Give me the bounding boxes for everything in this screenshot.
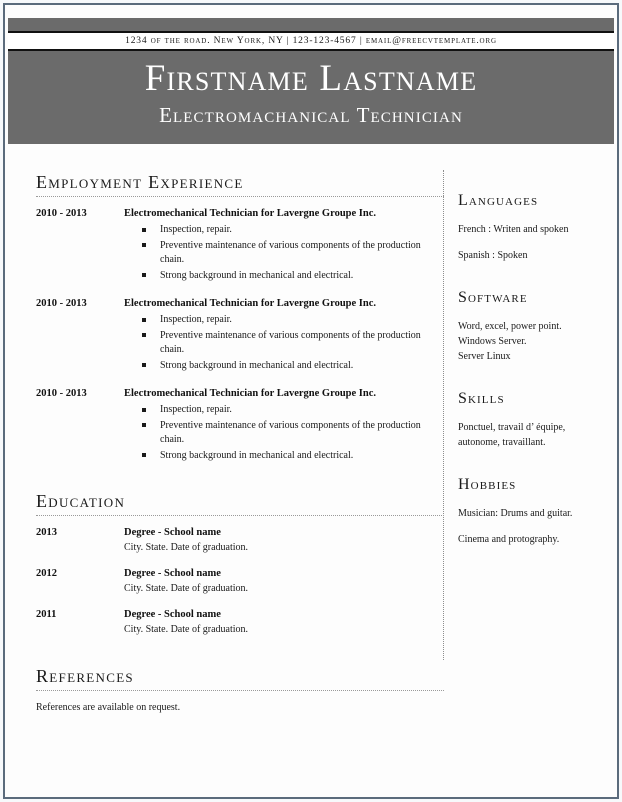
experience-role: Electromechanical Technician for Lavergne Groupe Inc. <box>124 388 376 399</box>
education-detail <box>124 567 444 595</box>
section-employment-experience <box>36 172 444 463</box>
experience-bullet-text: Strong background in mechanical and electrical. <box>160 449 354 461</box>
section-references <box>36 666 444 715</box>
section-education <box>36 491 444 636</box>
square-bullet-icon <box>142 363 146 367</box>
right-column <box>458 192 598 573</box>
experience-entry-header <box>36 387 444 401</box>
experience-bullet <box>142 403 444 418</box>
education-meta: City. State. Date of graduation. <box>124 624 249 635</box>
experience-role: Electromechanical Technician for Lavergne Groupe Inc. <box>124 208 376 219</box>
education-degree: Degree - School name <box>124 609 221 620</box>
hobbies-list <box>458 506 598 547</box>
sidebar-heading-hobbies: Hobbies <box>458 476 517 493</box>
experience-bullet <box>142 313 444 328</box>
references-text: References are available on request. <box>36 702 181 713</box>
heading-rule <box>36 196 444 197</box>
experience-list <box>36 207 444 463</box>
sidebar-section-software <box>458 289 598 364</box>
experience-entry-header <box>36 207 444 221</box>
heading-rule <box>36 690 444 691</box>
experience-bullet <box>142 359 444 374</box>
experience-bullets <box>36 403 444 463</box>
education-detail <box>124 526 444 554</box>
software-line: Word, excel, power point. <box>458 321 562 332</box>
experience-bullet <box>142 419 444 448</box>
education-meta: City. State. Date of graduation. <box>124 542 249 553</box>
experience-dates: 2010 - 2013 <box>36 388 87 399</box>
experience-bullets <box>36 313 444 373</box>
square-bullet-icon <box>142 318 146 322</box>
experience-dates: 2010 - 2013 <box>36 298 87 309</box>
skills-item: Ponctuel, travail d’ équipe, autonome, travaillant. <box>458 422 566 448</box>
experience-bullets <box>36 223 444 283</box>
contact-bar <box>8 31 614 51</box>
experience-bullet-text: Inspection, repair. <box>160 404 232 415</box>
education-degree: Degree - School name <box>124 568 221 579</box>
experience-bullet-text: Inspection, repair. <box>160 224 232 235</box>
square-bullet-icon <box>142 243 146 247</box>
experience-bullet <box>142 269 444 284</box>
section-heading-education: Education <box>36 491 126 511</box>
contact-line: 1234 of the road. New York, NY | 123-123-4567 | email@freecvtemplate.org <box>125 36 497 46</box>
sidebar-heading-skills: Skills <box>458 390 505 407</box>
software-line: Windows Server. <box>458 336 527 347</box>
language-item: French : Writen and spoken <box>458 224 569 235</box>
square-bullet-icon <box>142 408 146 412</box>
experience-bullet-text: Inspection, repair. <box>160 314 232 325</box>
education-degree: Degree - School name <box>124 527 221 538</box>
section-heading-references: References <box>36 666 134 686</box>
education-entry <box>36 526 444 554</box>
sidebar-section-skills <box>458 390 598 450</box>
languages-list <box>458 222 598 263</box>
square-bullet-icon <box>142 228 146 232</box>
square-bullet-icon <box>142 423 146 427</box>
sidebar-heading-software: Software <box>458 289 528 306</box>
experience-bullet-text: Preventive maintenance of various components of the production chain. <box>160 419 421 445</box>
sidebar-heading-languages: Languages <box>458 192 539 209</box>
body-area <box>8 150 614 795</box>
education-detail <box>124 608 444 636</box>
software-line: Server Linux <box>458 351 511 362</box>
experience-dates: 2010 - 2013 <box>36 208 87 219</box>
software-list <box>458 319 598 364</box>
hobbies-item: Musician: Drums and guitar. <box>458 508 573 519</box>
left-column <box>36 172 444 715</box>
experience-bullet <box>142 449 444 464</box>
square-bullet-icon <box>142 333 146 337</box>
heading-rule <box>36 515 444 516</box>
sidebar-section-hobbies <box>458 476 598 547</box>
sidebar-section-languages <box>458 192 598 263</box>
hobbies-item: Cinema and protography. <box>458 534 560 545</box>
experience-bullet <box>142 239 444 268</box>
experience-entry <box>36 387 444 463</box>
education-entry <box>36 567 444 595</box>
experience-entry <box>36 207 444 283</box>
education-list <box>36 526 444 636</box>
experience-bullet <box>142 223 444 238</box>
experience-entry-header <box>36 297 444 311</box>
experience-entry <box>36 297 444 373</box>
section-heading-experience: Employment Experience <box>36 172 244 192</box>
education-meta: City. State. Date of graduation. <box>124 583 249 594</box>
page-title: Firstname Lastname <box>144 58 478 99</box>
experience-role: Electromechanical Technician for Lavergne Groupe Inc. <box>124 298 376 309</box>
square-bullet-icon <box>142 453 146 457</box>
language-item: Spanish : Spoken <box>458 250 528 261</box>
experience-bullet-text: Strong background in mechanical and electrical. <box>160 269 354 281</box>
experience-bullet-text: Preventive maintenance of various components of the production chain. <box>160 329 421 355</box>
experience-bullet-text: Preventive maintenance of various components of the production chain. <box>160 239 421 265</box>
education-year: 2012 <box>36 568 57 579</box>
experience-bullet <box>142 329 444 358</box>
square-bullet-icon <box>142 273 146 277</box>
skills-list <box>458 420 598 450</box>
header-job-title: Electromachanical Technician <box>159 103 463 127</box>
education-year: 2013 <box>36 527 57 538</box>
experience-bullet-text: Strong background in mechanical and electrical. <box>160 359 354 371</box>
education-entry <box>36 608 444 636</box>
education-year: 2011 <box>36 609 57 620</box>
